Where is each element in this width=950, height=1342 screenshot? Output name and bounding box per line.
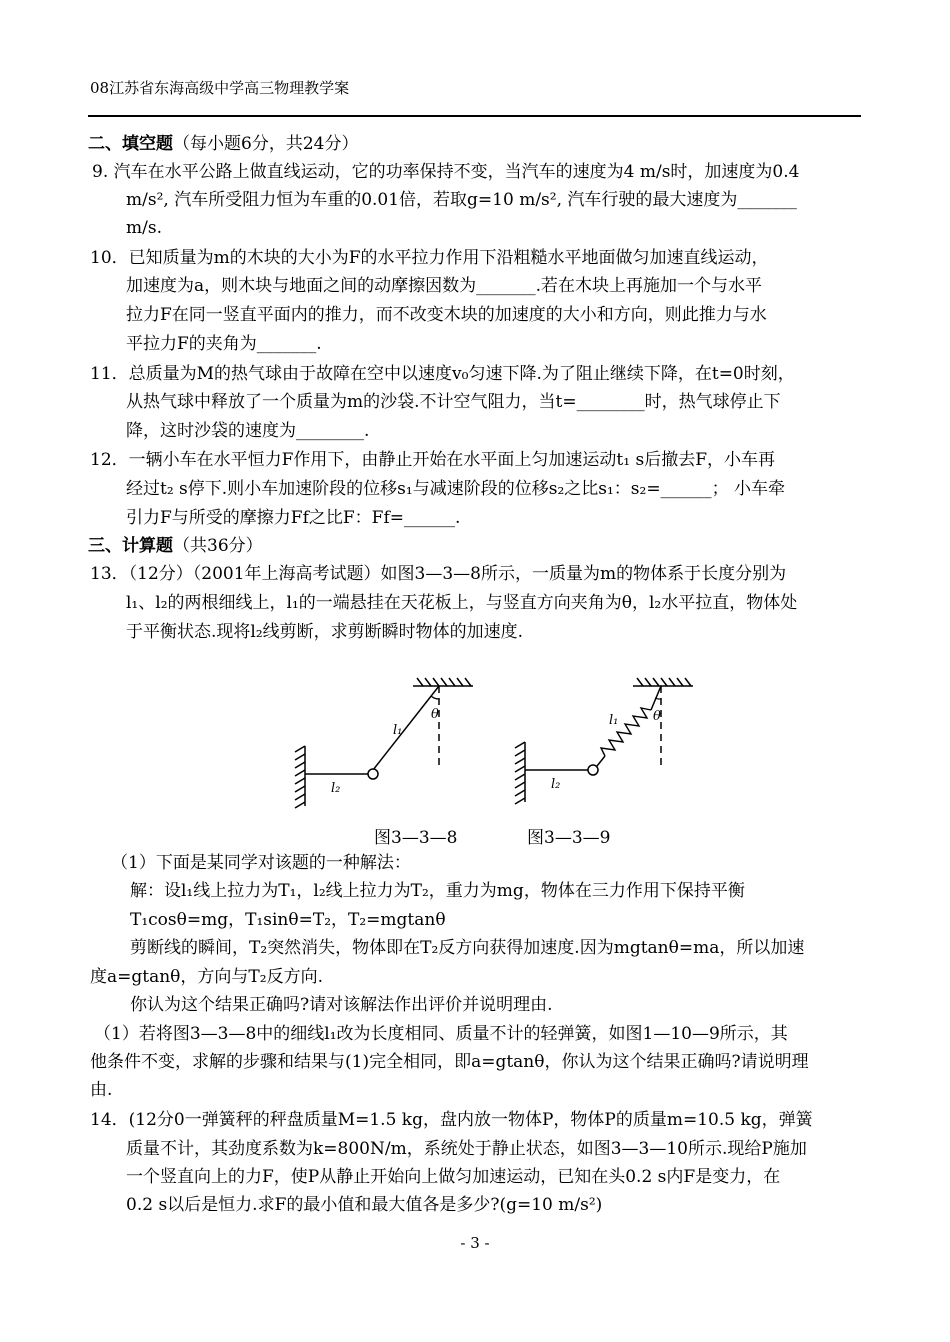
part1-step4: 度a=gtanθ，方向与T₂反方向. bbox=[90, 967, 323, 987]
figure-3-3-8 bbox=[285, 672, 485, 812]
q13-line3: 于平衡状态.现将l₂线剪断，求剪断瞬时物体的加速度. bbox=[126, 622, 524, 642]
part2-line2: 他条件不变，求解的步骤和结果与(1)完全相同，即a=gtanθ，你认为这个结果正确吗?请说明理 bbox=[90, 1052, 809, 1072]
q10-line2: 加速度为a，则木块与地面之间的动摩擦因数为_______.若在木块上再施加一个与水平 bbox=[126, 276, 763, 296]
angle-arc bbox=[655, 698, 661, 699]
label-l2: l₂ bbox=[331, 781, 341, 796]
part1-step3: 剪断线的瞬间，T₂突然消失，物体即在T₂反方向获得加速度.因为mgtanθ=ma，所以加速 bbox=[130, 938, 805, 958]
q10-line1: 10．已知质量为m的木块的大小为F的水平拉力作用下沿粗糙水平地面做匀加速直线运动， bbox=[90, 248, 769, 268]
q9-line3: m/s. bbox=[126, 218, 162, 238]
q12-line2: 经过t₂ s停下.则小车加速阶段的位移s₁与减速阶段的位移s₂之比s₁：s₂=______； 小车牵 bbox=[126, 479, 785, 499]
section3-heading bbox=[88, 534, 263, 558]
q10-line3: 拉力F在同一竖直平面内的推力，而不改变木块的加速度的大小和方向，则此推力与水 bbox=[126, 305, 767, 325]
q12-line3: 引力F与所受的摩擦力Ff之比F：Ff=______. bbox=[126, 508, 461, 528]
part1-step1: 解：设l₁线上拉力为T₁，l₂线上拉力为T₂，重力为mg，物体在三力作用下保持平衡 bbox=[130, 881, 745, 901]
label-l1: l₁ bbox=[609, 713, 619, 728]
section2-heading bbox=[88, 132, 358, 156]
label-theta: θ bbox=[431, 707, 439, 722]
ceiling-hatch bbox=[633, 678, 693, 686]
section2-title: 二、填空题 bbox=[88, 134, 173, 154]
label-theta: θ bbox=[653, 709, 661, 724]
q12-line1: 12．一辆小车在水平恒力F作用下，由静止开始在水平面上匀加速运动t₁ s后撤去F，小车再 bbox=[90, 450, 775, 470]
mass-ball bbox=[588, 765, 598, 775]
spring-lead bbox=[597, 756, 605, 766]
string-l1 bbox=[373, 686, 439, 770]
wall-hatch bbox=[295, 746, 305, 808]
label-l2: l₂ bbox=[551, 777, 561, 792]
q9-line1: 9. 汽车在水平公路上做直线运动，它的功率保持不变，当汽车的速度为4 m/s时，加速度为0.4 bbox=[92, 162, 800, 182]
mass-ball bbox=[368, 769, 378, 779]
part1-step5: 你认为这个结果正确吗?请对该解法作出评价并说明理由. bbox=[130, 995, 553, 1015]
fig1-caption: 图3—3—8 bbox=[374, 828, 458, 848]
ceiling-hatch bbox=[413, 678, 473, 686]
q14-line4: 0.2 s以后是恒力.求F的最小值和最大值各是多少?(g=10 m/s²) bbox=[126, 1195, 603, 1215]
figure-3-3-9 bbox=[505, 672, 705, 812]
section3-title: 三、计算题 bbox=[88, 536, 173, 556]
q11-line3: 降，这时沙袋的速度为________. bbox=[126, 421, 370, 441]
part2-line3: 由. bbox=[90, 1080, 113, 1100]
wall-hatch bbox=[515, 742, 525, 804]
angle-arc bbox=[431, 696, 439, 699]
section3-note: （共36分） bbox=[173, 536, 263, 556]
q14-line2: 质量不计，其劲度系数为k=800N/m，系统处于静止状态，如图3—3—10所示.现给P施加 bbox=[126, 1139, 807, 1159]
section2-note: （每小题6分，共24分） bbox=[173, 134, 359, 154]
page-number: - 3 - bbox=[460, 1234, 490, 1252]
q13-line2: l₁、l₂的两根细线上，l₁的一端悬挂在天花板上，与竖直方向夹角为θ，l₂水平拉直，物体处 bbox=[126, 593, 798, 613]
q14-line1: 14．(12分0一弹簧秤的秤盘质量M=1.5 kg，盘内放一物体P，物体P的质量m=10.5 kg，弹簧 bbox=[90, 1110, 813, 1130]
fig2-caption: 图3—3—9 bbox=[527, 828, 611, 848]
page-header: 08江苏省东海高级中学高三物理教学案 bbox=[90, 79, 350, 97]
q9-line2: m/s², 汽车所受阻力恒为车重的0.01倍，若取g=10 m/s², 汽车行驶的最大速度为_______ bbox=[126, 190, 797, 210]
part1-step2: T₁cosθ=mg，T₁sinθ=T₂，T₂=mgtanθ bbox=[130, 910, 446, 930]
part2-line1: （1）若将图3—3—8中的细线l₁改为长度相同、质量不计的轻弹簧，如图1—10—9所示，其 bbox=[94, 1024, 788, 1044]
q11-line2: 从热气球中释放了一个质量为m的沙袋.不计空气阻力，当t=________时，热气球停止下 bbox=[126, 392, 781, 412]
q11-line1: 11．总质量为M的热气球由于故障在空中以速度v₀匀速下降.为了阻止继续下降，在t=0时刻， bbox=[90, 364, 795, 384]
q10-line4: 平拉力F的夹角为_______. bbox=[126, 334, 322, 354]
part1-intro: （1）下面是某同学对该题的一种解法： bbox=[111, 853, 411, 873]
header-rule bbox=[88, 115, 861, 117]
q13-line1: 13．（12分）（2001年上海高考试题）如图3—3—8所示，一质量为m的物体系于长度分别为 bbox=[90, 564, 787, 584]
q14-line3: 一个竖直向上的力F，使P从静止开始向上做匀加速运动，已知在头0.2 s内F是变力，在 bbox=[126, 1167, 781, 1187]
label-l1: l₁ bbox=[393, 723, 403, 738]
